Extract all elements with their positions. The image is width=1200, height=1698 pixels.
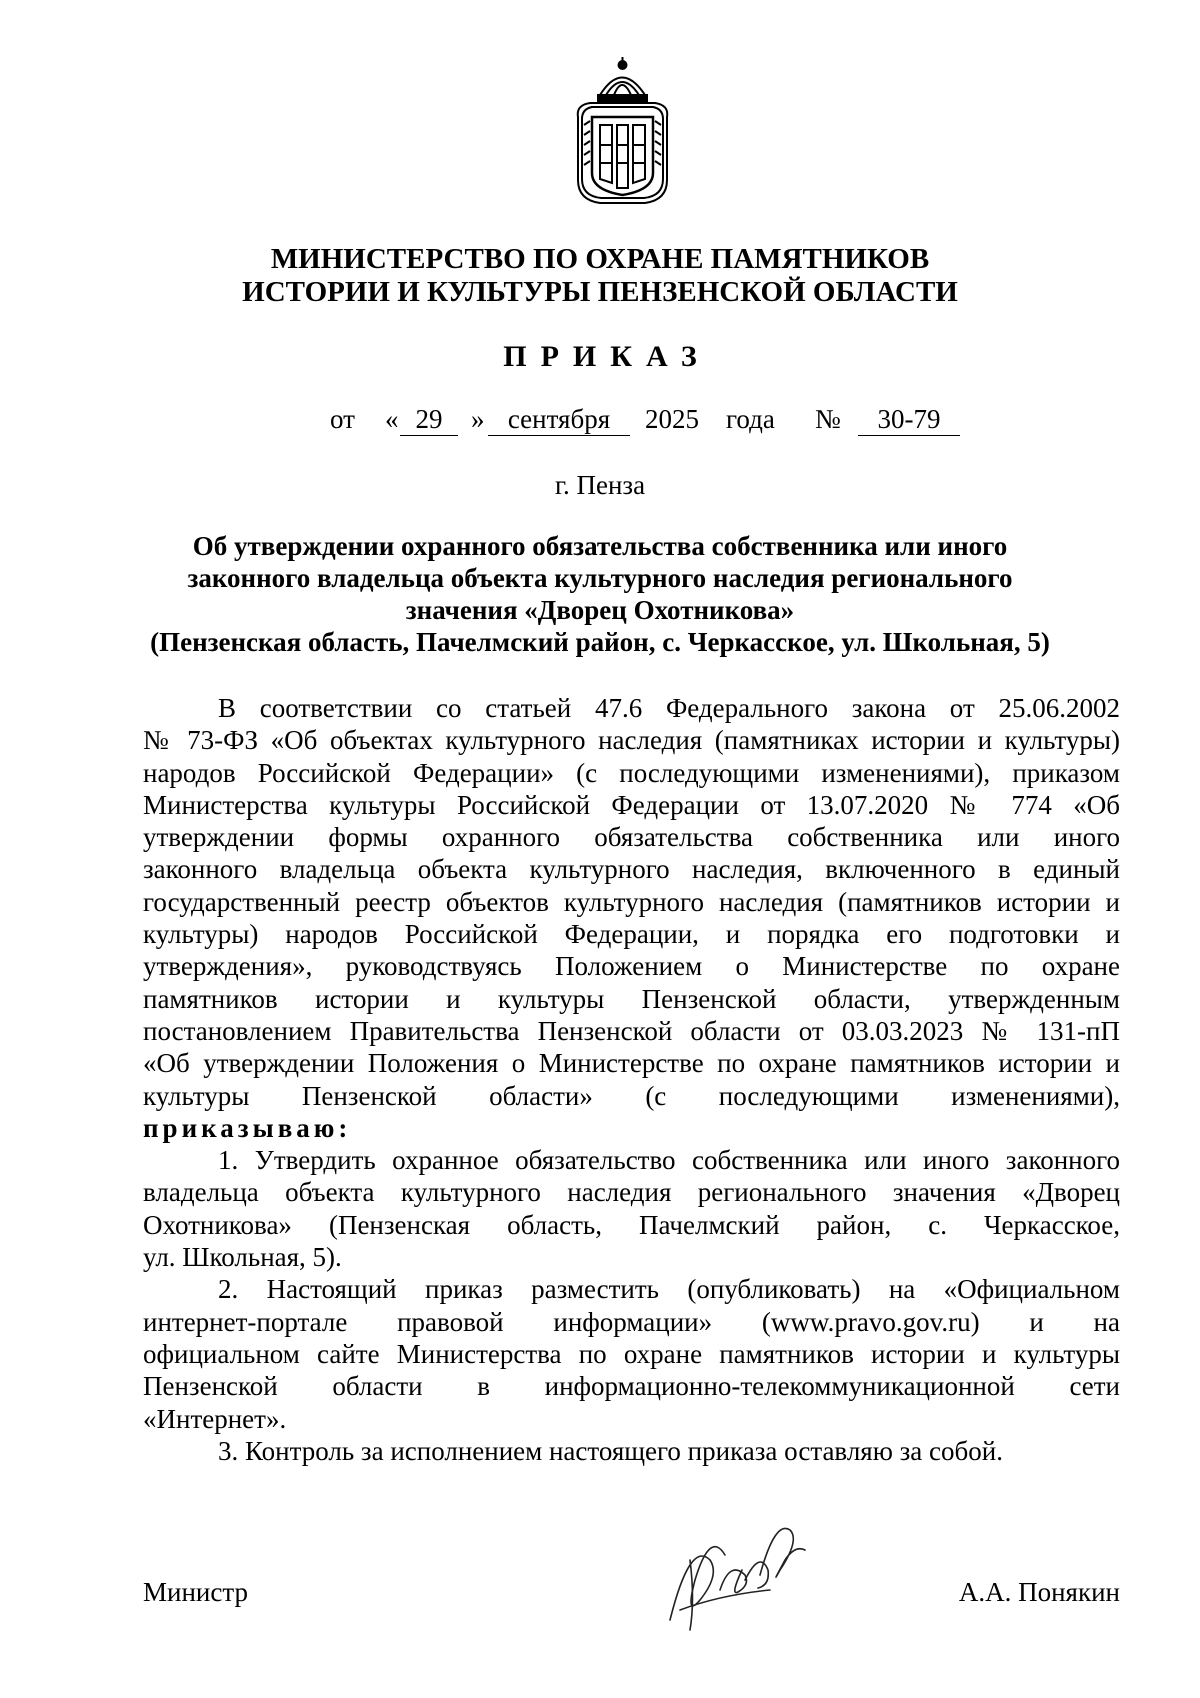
preamble-line: утверждения», руководствуясь Положением о Министерстве по охране [143, 951, 1120, 982]
preamble-paragraph [143, 692, 1120, 1144]
coat-of-arms-emblem [570, 55, 675, 207]
document-number: 30-79 [858, 404, 960, 436]
item-line: ул. Школьная, 5). [143, 1242, 342, 1273]
item-line: Пензенской области в информационно-телекоммуникационной сети [143, 1371, 1120, 1402]
ministry-name-line-2: ИСТОРИИ И КУЛЬТУРЫ ПЕНЗЕНСКОЙ ОБЛАСТИ [242, 276, 958, 308]
date-year: 2025 [645, 404, 699, 434]
date-month: сентября [488, 404, 630, 436]
order-body [143, 692, 1120, 1467]
ministry-name-line-1: МИНИСТЕРСТВО ПО ОХРАНЕ ПАМЯТНИКОВ [270, 243, 930, 275]
preamble-line: утверждении формы охранного обязательства собственника или иного [143, 822, 1120, 853]
order-item-2 [143, 1273, 1120, 1434]
subject-line-2: законного владельца объекта культурного наследия регионального [187, 563, 1013, 593]
document-type-title: ПРИКАЗ [503, 340, 711, 373]
preamble-line: государственный реестр объектов культурного наследия (памятников истории и [143, 886, 1120, 917]
preamble-line: «Об утверждении Положения о Министерстве по охране памятников истории и [143, 1048, 1120, 1079]
item-line: 2. Настоящий приказ разместить (опубликовать) на «Официальном [218, 1274, 1120, 1305]
preamble-line: культуры) народов Российской Федерации, и порядка его подготовки и [143, 919, 1120, 950]
preamble-line: В соответствии со статьей 47.6 Федерального закона от 25.06.2002 [218, 693, 1120, 723]
item-line: 3. Контроль за исполнением настоящего приказа оставляю за собой. [218, 1435, 1003, 1466]
preamble-line: № 73-ФЗ «Об объектах культурного наследия (памятниках истории и культуры) [143, 725, 1120, 756]
subject-line-3: значения «Дворец Охотникова» [405, 595, 795, 625]
order-subject [0, 530, 1200, 658]
item-line: «Интернет». [143, 1403, 287, 1434]
item-line: Охотникова» (Пензенская область, Пачелмский район, с. Черкасское, [143, 1209, 1120, 1240]
item-line: 1. Утвердить охранное обязательство собственника или иного законного [218, 1145, 1120, 1176]
ministry-name [0, 243, 1200, 309]
date-number-line [0, 404, 1200, 444]
preamble-line: культуры Пензенской области» (с последующими изменениями), [143, 1080, 1120, 1111]
subject-line-1: Об утверждении охранного обязательства собственника или иного [192, 531, 1008, 561]
preamble-line: памятников истории и культуры Пензенской области, утвержденным [143, 983, 1120, 1014]
city-name: г. Пенза [554, 470, 646, 500]
preamble-line: законного владельца объекта культурного наследия, включенного в единый [143, 854, 1120, 885]
order-item-3 [143, 1435, 1120, 1467]
order-word: приказываю: [143, 1112, 352, 1143]
date-year-word: года [726, 404, 775, 434]
date-open-quote: « [385, 404, 399, 434]
date-close-quote: » [471, 404, 485, 434]
date-day: 29 [400, 404, 458, 436]
preamble-line: Министерства культуры Российской Федерации от 13.07.2020 № 774 «Об [143, 789, 1120, 820]
date-from-label: от [330, 404, 355, 434]
handwritten-signature [650, 1500, 835, 1645]
signatory-position: Министр [143, 1577, 248, 1607]
order-item-1 [143, 1144, 1120, 1273]
item-line: интернет-портале правовой информации» (www.pravo.gov.ru) и на [143, 1306, 1120, 1337]
preamble-line: постановлением Правительства Пензенской области от 03.03.2023 № 131-пП [143, 1015, 1120, 1046]
item-line: официальном сайте Министерства по охране памятников истории и культуры [143, 1338, 1120, 1369]
item-line: владельца объекта культурного наследия регионального значения «Дворец [143, 1177, 1120, 1208]
number-sign: № [815, 404, 841, 434]
subject-line-4: (Пензенская область, Пачелмский район, с. Черкасское, ул. Школьная, 5) [150, 627, 1050, 657]
signatory-name: А.А. Понякин [958, 1577, 1120, 1607]
preamble-line: народов Российской Федерации» (с последующими изменениями), приказом [143, 757, 1120, 788]
